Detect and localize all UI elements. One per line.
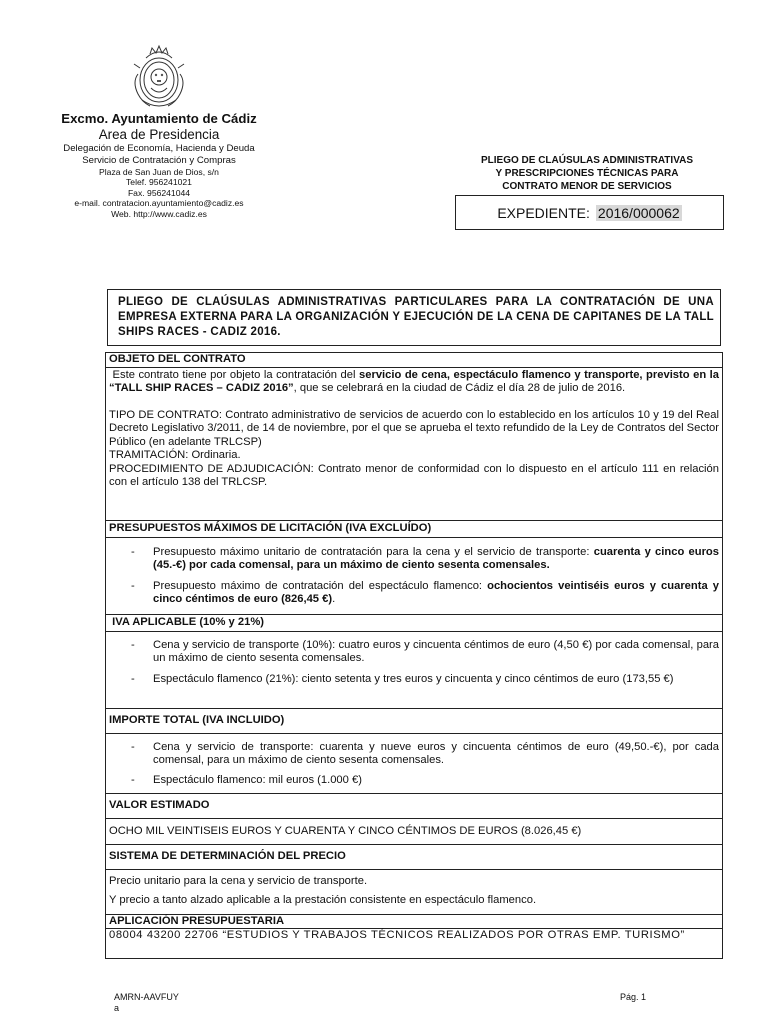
dash-bullet: - bbox=[131, 639, 135, 651]
iva-section bbox=[106, 632, 722, 709]
dash-bullet: - bbox=[131, 672, 135, 685]
iva-item-text: Cena y servicio de transporte (10%): cuatro euros y cincuenta céntimos de euro (4,50 €) por cada comensal, para un máximo de ciento sesenta comensales. bbox=[153, 639, 719, 665]
presupuesto-item1-a: Presupuesto máximo unitario de contratación para la cena y el servicio de transporte: bbox=[153, 546, 594, 558]
org-line-address: Plaza de San Juan de Dios, s/n bbox=[99, 166, 219, 177]
presupuestos-heading: PRESUPUESTOS MÁXIMOS DE LICITACIÓN (IVA EXCLUÍDO) bbox=[106, 521, 722, 538]
procedimiento: PROCEDIMIENTO DE ADJUDICACIÓN: Contrato menor de conformidad con lo dispuesto en el artículo 111 en relación con el artículo 138 del TRLCSP. bbox=[109, 462, 719, 489]
document-type-heading bbox=[446, 154, 728, 194]
sistema-heading: SISTEMA DE DETERMINACIÓN DEL PRECIO bbox=[106, 845, 722, 870]
objeto-text-a: Este contrato tiene por objeto la contratación del bbox=[112, 369, 360, 381]
dash-bullet: - bbox=[131, 773, 135, 786]
org-name: Excmo. Ayuntamiento de Cádiz bbox=[61, 111, 257, 126]
valor-text: OCHO MIL VEINTISEIS EUROS Y CUARENTA Y CINCO CÉNTIMOS DE EUROS (8.026,45 €) bbox=[106, 819, 722, 845]
page-number: Pág. 1 bbox=[620, 992, 647, 1002]
importe-item-text: Cena y servicio de transporte: cuarenta y nueve euros y cincuenta céntimos de euro (49,50.-€), por cada comensal, para un máximo de ciento sesenta comensales. bbox=[153, 741, 719, 767]
objeto-text-b: servicio de cena, espectáculo flamenco y transporte, previsto en la “TALL SHIP RACES – CADIZ 2016” bbox=[109, 369, 720, 395]
importe-heading: IMPORTE TOTAL (IVA INCLUIDO) bbox=[106, 709, 722, 734]
presupuesto-item2-b: ochocientos veintiséis euros y cuarenta y cinco céntimos de euro (826,45 €) bbox=[153, 579, 719, 606]
tipo-contrato: TIPO DE CONTRATO: Contrato administrativo de servicios de acuerdo con lo establecido en los artículos 10 y 19 del Real Decreto Legislativo 3/2011, de 14 de noviembre, por el que se aprueba el texto refundido de la Ley de Contratos del Sector Público (en adelante TRLCSP) bbox=[109, 408, 719, 448]
valor-heading: VALOR ESTIMADO bbox=[106, 794, 722, 819]
importe-section bbox=[106, 734, 722, 794]
doc-type-line-3: CONTRATO MENOR DE SERVICIOS bbox=[502, 181, 672, 193]
objeto-heading: OBJETO DEL CONTRATO bbox=[106, 353, 722, 368]
presupuesto-item2-a: Presupuesto máximo de contratación del espectáculo flamenco: bbox=[153, 579, 488, 592]
sistema-line-1: Precio unitario para la cena y servicio de transporte. bbox=[109, 875, 368, 887]
presupuesto-item bbox=[109, 580, 719, 607]
iva-item bbox=[109, 673, 719, 686]
expediente-label: EXPEDIENTE: bbox=[497, 204, 590, 221]
sistema-line-2: Y precio a tanto alzado aplicable a la prestación consistente en espectáculo flamenco. bbox=[109, 894, 537, 907]
iva-heading-text: IVA APLICABLE (10% y 21%) bbox=[112, 616, 265, 628]
org-line-delegacion: Delegación de Economía, Hacienda y Deuda bbox=[63, 143, 255, 155]
aplicacion-text: 08004 43200 22706 “ESTUDIOS Y TRABAJOS TÉCNICOS REALIZADOS POR OTRAS EMP. TURISMO” bbox=[109, 929, 685, 941]
iva-heading bbox=[106, 615, 722, 632]
org-line-servicio: Servicio de Contratación y Compras bbox=[82, 155, 236, 167]
org-line-phone: Telef. 956241021 bbox=[126, 177, 192, 188]
dash-bullet: - bbox=[131, 546, 135, 558]
dash-bullet: - bbox=[131, 579, 135, 592]
sistema-section bbox=[106, 870, 722, 915]
doc-type-line-1: PLIEGO DE CLAÚSULAS ADMINISTRATIVAS bbox=[480, 155, 694, 166]
doc-type-line-2: Y PRESCRIPCIONES TÉCNICAS PARA bbox=[495, 168, 679, 180]
org-line-fax: Fax. 956241044 bbox=[127, 187, 191, 198]
contract-table bbox=[105, 352, 723, 959]
organization-block bbox=[0, 111, 318, 219]
importe-item bbox=[109, 774, 719, 787]
objeto-section bbox=[106, 368, 722, 521]
importe-item bbox=[109, 741, 719, 768]
footer-code bbox=[114, 992, 179, 1015]
dash-bullet: - bbox=[131, 741, 135, 753]
objeto-paragraph bbox=[109, 369, 719, 396]
document-title: PLIEGO DE CLAÚSULAS ADMINISTRATIVAS PARTICULARES PARA LA CONTRATACIÓN DE UNA EMPRESA EXTERNA PARA LA ORGANIZACIÓN Y EJECUCIÓN DE LA CENA DE CAPITANES DE LA TALL SHIPS RACES - CADIZ 2016. bbox=[107, 289, 721, 346]
aplicacion-heading: APLICACIÓN PRESUPUESTARIA bbox=[106, 915, 722, 929]
tramitacion: TRAMITACIÓN: Ordinaria. bbox=[109, 449, 241, 462]
objeto-text-c: , que se celebrará en la ciudad de Cádiz el día 28 de julio de 2016. bbox=[293, 382, 626, 395]
iva-item-text: Espectáculo flamenco (21%): ciento setenta y tres euros y cincuenta y cinco céntimos de euro (173,55 €) bbox=[153, 672, 674, 685]
presupuestos-section bbox=[106, 538, 722, 615]
presupuesto-item1-b: cuarenta y cinco euros (45.-€) por cada comensal, para un máximo de ciento sesenta comensales. bbox=[153, 546, 719, 572]
footer-code-line-2: a bbox=[114, 1003, 120, 1014]
org-area: Area de Presidencia bbox=[98, 127, 220, 143]
expediente-number: 2016/000062 bbox=[597, 204, 680, 221]
iva-item bbox=[109, 639, 719, 666]
org-line-web: Web. http://www.cadiz.es bbox=[111, 208, 207, 219]
footer-code-line-1: AMRN-AAVFUY bbox=[114, 992, 179, 1002]
city-seal-icon bbox=[128, 44, 190, 112]
importe-item-text: Espectáculo flamenco: mil euros (1.000 €) bbox=[153, 773, 362, 786]
presupuesto-item2-c: . bbox=[332, 593, 336, 606]
expediente-box bbox=[455, 195, 724, 230]
presupuesto-item bbox=[109, 546, 719, 573]
org-line-email: e-mail. contratacion.ayuntamiento@cadiz.es bbox=[74, 198, 244, 209]
